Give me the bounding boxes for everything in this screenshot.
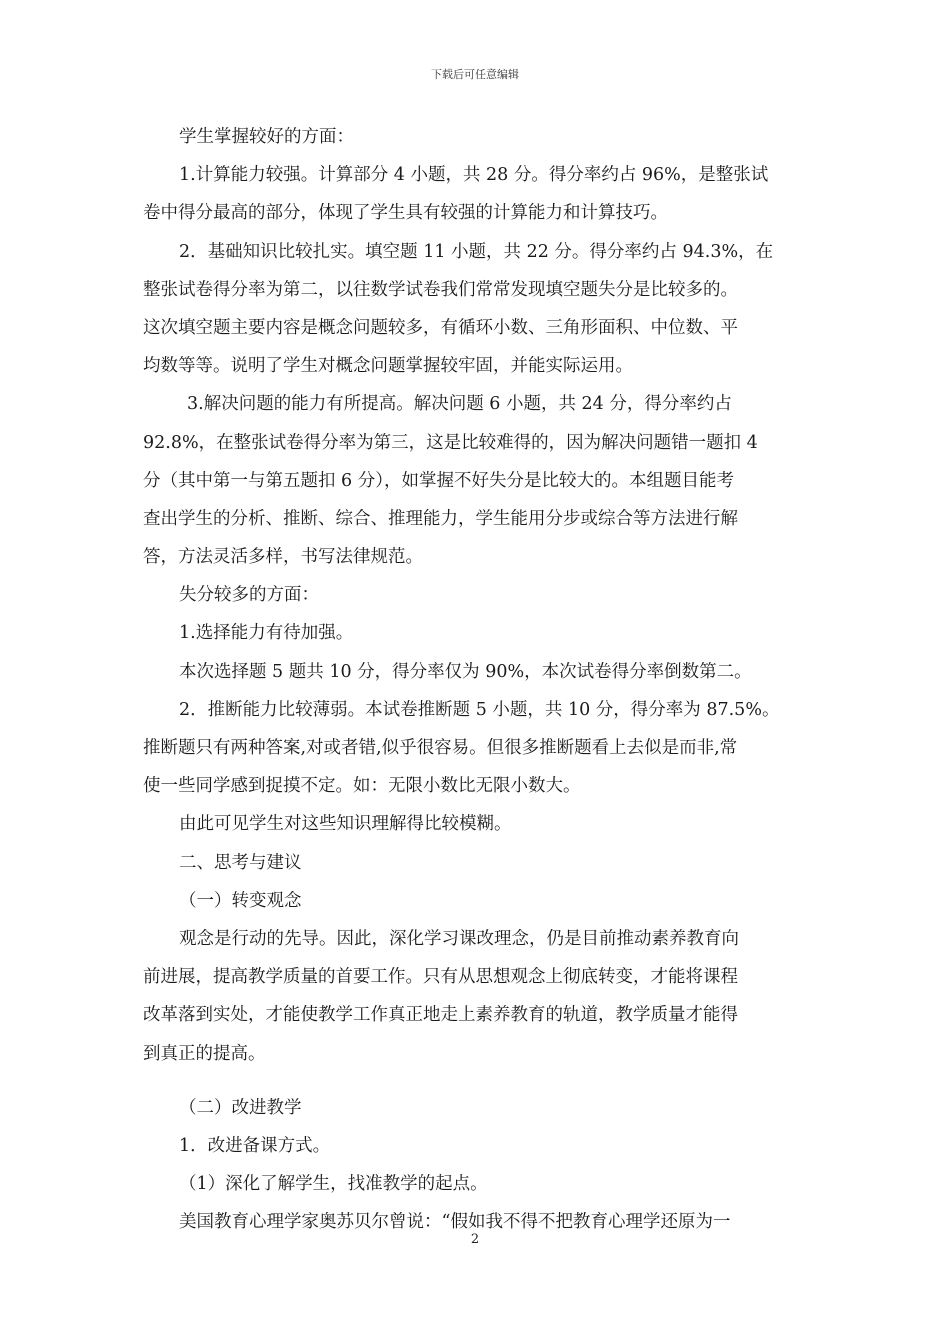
text-line: 学生掌握较好的方面： bbox=[179, 127, 354, 147]
text-line: （一）转变观念 bbox=[179, 890, 302, 911]
text-line: 这次填空题主要内容是概念问题较多，有循环小数、三角形面积、中位数、平 bbox=[143, 317, 738, 338]
text-line: 整张试卷得分率为第二，以往数学试卷我们常常发现填空题失分是比较多的。 bbox=[143, 279, 738, 300]
document-body bbox=[143, 118, 811, 1241]
text-line: 美国教育心理学家奥苏贝尔曾说：“假如我不得不把教育心理学还原为一 bbox=[179, 1212, 731, 1233]
text-line: 分（其中第一与第五题扣 6 分），如掌握不好失分是比较大的。本组题目能考 bbox=[143, 470, 735, 491]
text-line: 查出学生的分析、推断、综合、推理能力，学生能用分步或综合等方法进行解 bbox=[143, 508, 738, 529]
text-line: 1．改进备课方式。 bbox=[179, 1135, 331, 1156]
text-line: 观念是行动的先导。因此，深化学习课改理念，仍是目前推动素养教育向 bbox=[179, 928, 739, 949]
text-line: 本次选择题 5 题共 10 分，得分率仅为 90%，本次试卷得分率倒数第二。 bbox=[179, 661, 752, 682]
text-line: 均数等等。说明了学生对概念问题掌握较牢固，并能实际运用。 bbox=[143, 356, 633, 377]
text-line: 到真正的提高。 bbox=[143, 1043, 266, 1064]
text-line: 答，方法灵活多样，书写法律规范。 bbox=[143, 547, 423, 568]
text-line: 前进展，提高教学质量的首要工作。只有从思想观念上彻底转变，才能将课程 bbox=[143, 967, 738, 988]
text-line: （二）改进教学 bbox=[179, 1097, 302, 1118]
text-line: 推断题只有两种答案,对或者错,似乎很容易。但很多推断题看上去似是而非,常 bbox=[143, 738, 738, 758]
page-number: 2 bbox=[470, 1232, 480, 1247]
text-line: 改革落到实处，才能使教学工作真正地走上素养教育的轨道，教学质量才能得 bbox=[143, 1005, 738, 1026]
text-line: （1）深化了解学生，找准教学的起点。 bbox=[179, 1174, 488, 1195]
text-line: 使一些同学感到捉摸不定。如：无限小数比无限小数大。 bbox=[143, 776, 581, 797]
text-line: 1.选择能力有待加强。 bbox=[179, 623, 354, 644]
text-line: 92.8%，在整张试卷得分率为第三，这是比较难得的，因为解决问题错一题扣 4 bbox=[143, 432, 758, 453]
text-line: 失分较多的方面： bbox=[179, 585, 319, 606]
page-header: 下载后可任意编辑 bbox=[431, 68, 519, 81]
text-line: 2．基础知识比较扎实。填空题 11 小题，共 22 分。得分率约占 94.3%，在 bbox=[179, 241, 774, 262]
text-line: 2．推断能力比较薄弱。本试卷推断题 5 小题，共 10 分，得分率为 87.5%。 bbox=[179, 699, 780, 720]
text-line: 1.计算能力较强。计算部分 4 小题，共 28 分。得分率约占 96%，是整张试 bbox=[179, 165, 769, 186]
text-line: 3.解决问题的能力有所提高。解决问题 6 小题，共 24 分，得分率约占 bbox=[187, 394, 732, 415]
text-line: 由此可见学生对这些知识理解得比较模糊。 bbox=[179, 814, 512, 835]
paragraph-gap bbox=[143, 1073, 811, 1089]
text-line: 二、思考与建议 bbox=[179, 852, 302, 873]
text-line: 卷中得分最高的部分，体现了学生具有较强的计算能力和计算技巧。 bbox=[143, 203, 668, 224]
